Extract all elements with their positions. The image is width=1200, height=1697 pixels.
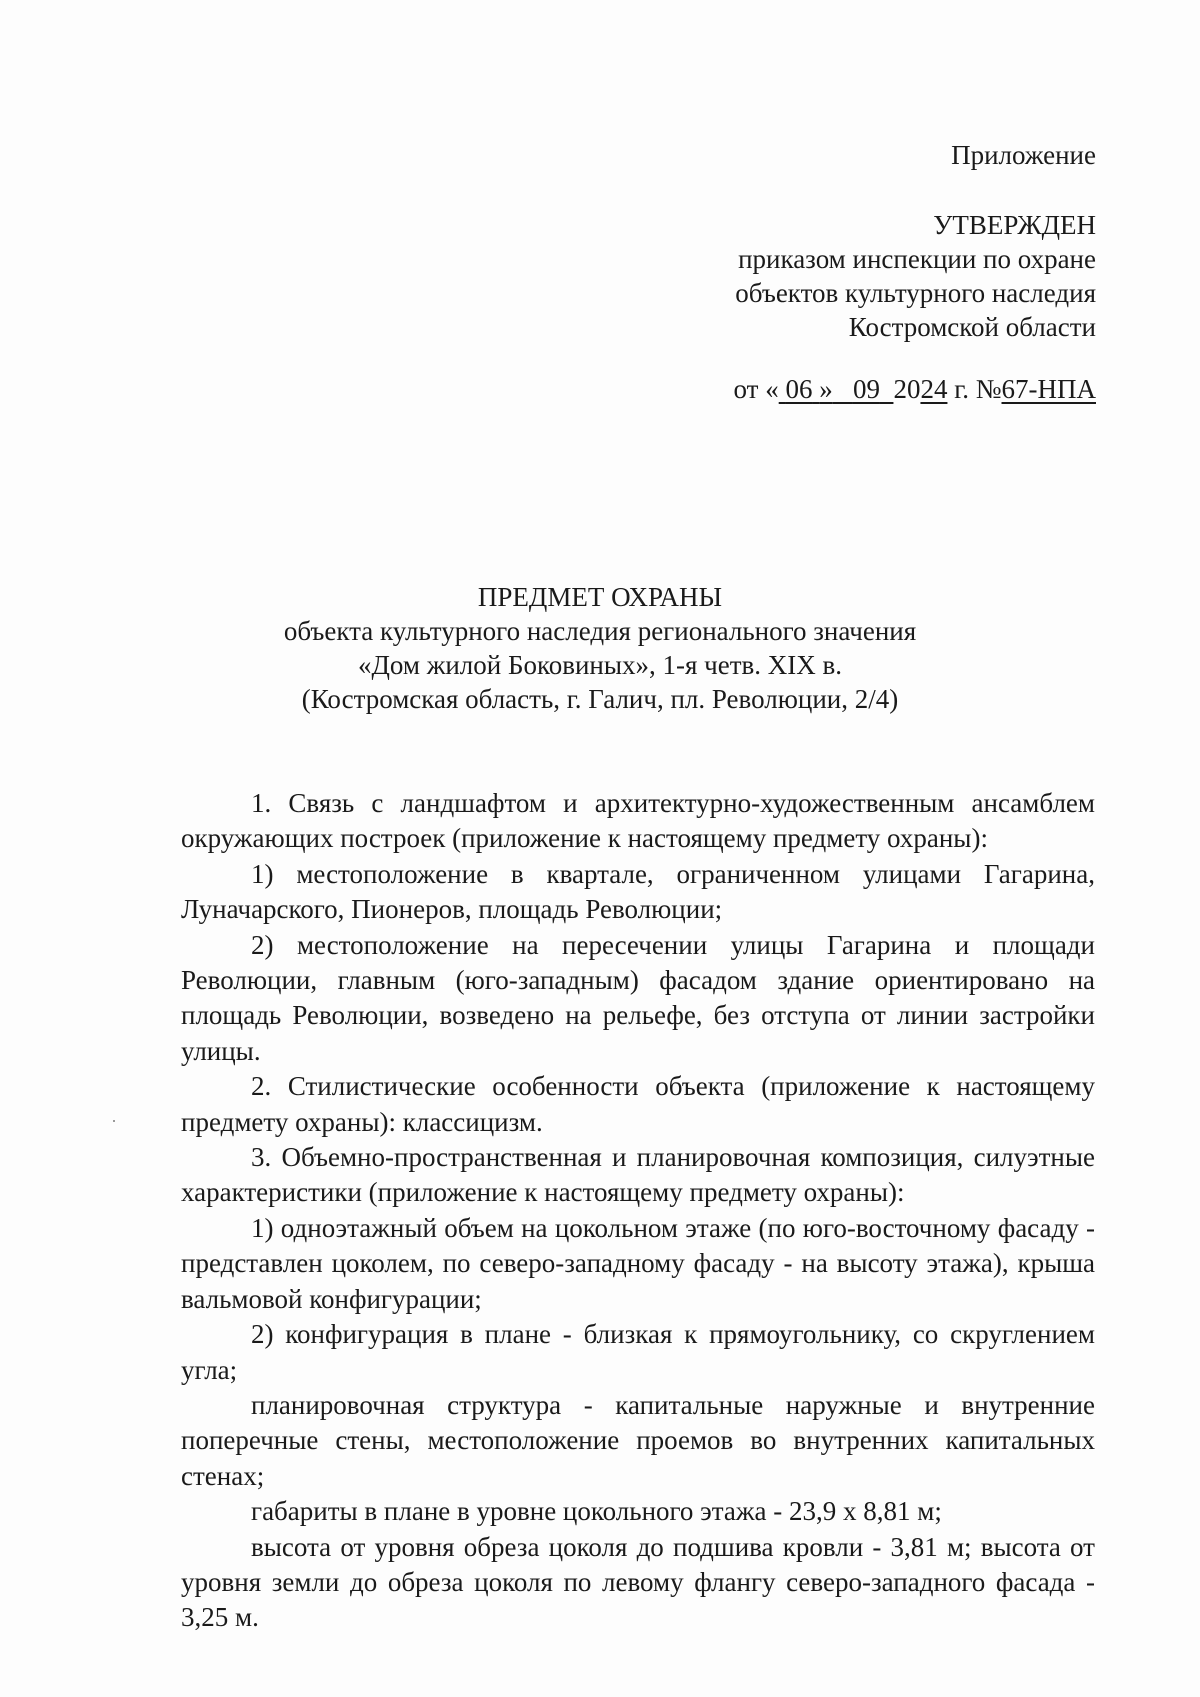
paragraph-1: 1. Связь с ландшафтом и архитектурно-художественным ансамблем окружающих построек (приложение к настоящему предмету охраны): [181,788,1095,854]
paragraph-10: высота от уровня обреза цоколя до подшива кровли - 3,81 м; высота от уровня земли до обреза цоколя по левому флангу северо-западного фасада - 3,25 м. [181,1531,1095,1633]
order-year-end: 24 [920,374,948,404]
approved-by-line-1: приказом инспекции по охране [738,244,1096,274]
title-heading: ПРЕДМЕТ ОХРАНЫ [477,582,723,612]
approved-by-line-3: Костромской области [848,312,1096,342]
title-line-2: «Дом жилой Боковиных», 1-я четв. XIX в. [357,650,843,680]
paragraph-5: 3. Объемно-пространственная и планировочная композиция, силуэтные характеристики (приложение к настоящему предмету охраны): [181,1142,1095,1208]
paragraph-6: 1) одноэтажный объем на цокольном этаже (по юго-восточному фасаду - представлен цоколем, по северо-западному фасаду - на высоту этажа), крыша вальмовой конфигурации; [181,1212,1095,1314]
paragraph-3: 2) местоположение на пересечении улицы Гагарина и площади Революции, главным (юго-западным) фасадом здание ориентировано на площадь Революции, возведено на рельефе, без отступа от линии застройки улицы. [181,929,1095,1066]
paragraph-7: 2) конфигурация в плане - близкая к прямоугольнику, со скруглением угла; [181,1319,1095,1385]
paragraph-4: 2. Стилистические особенности объекта (приложение к настоящему предмету охраны): классицизм. [181,1071,1095,1137]
order-date-line [734,372,1097,406]
paragraph-8: планировочная структура - капитальные наружные и внутренние поперечные стены, местоположение проемов во внутренних капитальных стенах; [181,1389,1095,1491]
order-year-suffix: г. № [947,374,1002,404]
order-year-start: 20 [893,374,921,404]
paragraph-9: габариты в плане в уровне цокольного этажа - 23,9 х 8,81 м; [251,1496,942,1527]
order-number: 67-НПА [1001,374,1096,404]
approved-heading: УТВЕРЖДЕН [933,210,1096,240]
title-line-1: объекта культурного наследия регионального значения [283,616,917,646]
order-day-close: » [819,374,833,404]
appendix-text: Приложение [951,140,1096,170]
document-title [200,580,1000,716]
document-body [181,786,1095,1636]
paragraph-2: 1) местоположение в квартале, ограниченном улицами Гагарина, Луначарского, Пионеров, площадь Революции; [181,858,1095,925]
order-day: 06 [785,374,813,404]
order-month: 09 [852,374,880,404]
scan-speck [113,1120,115,1122]
title-line-3: (Костромская область, г. Галич, пл. Революции, 2/4) [301,684,899,714]
order-prefix: от « [733,374,779,404]
appendix-label [951,138,1096,172]
approval-block [735,208,1096,344]
approved-by-line-2: объектов культурного наследия [735,278,1096,308]
